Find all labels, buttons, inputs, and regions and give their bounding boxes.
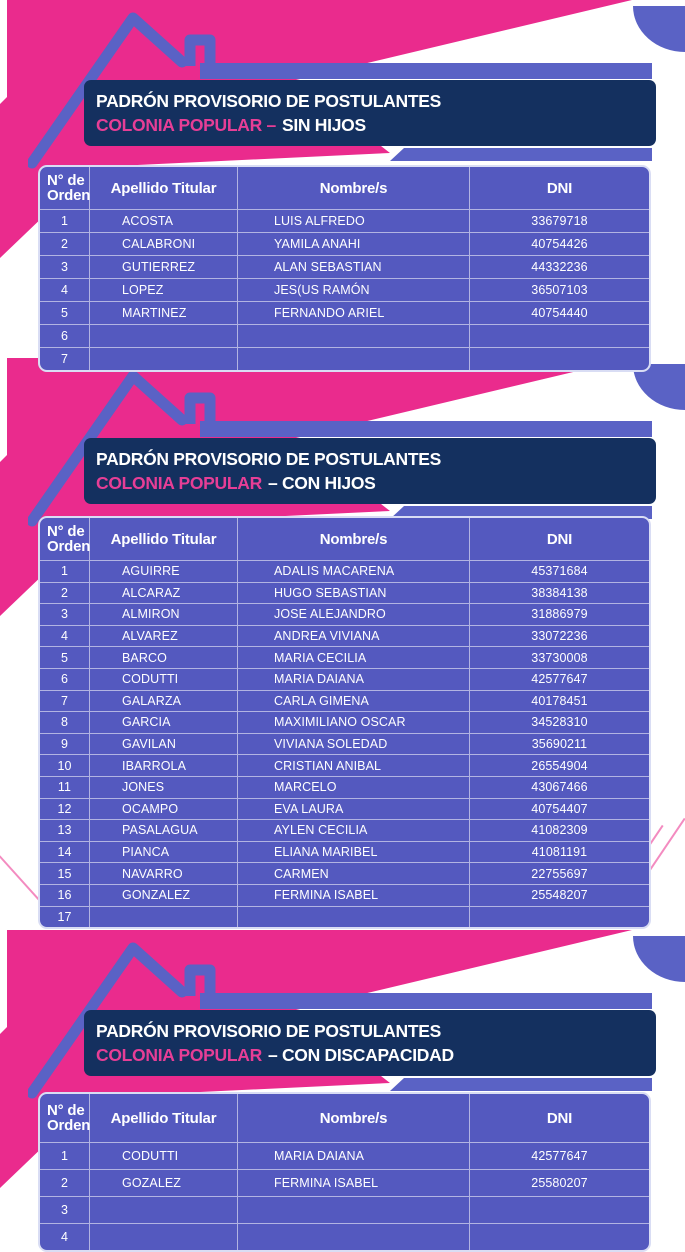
cell-dni: 36507103 <box>470 278 649 301</box>
table-row <box>40 1223 649 1250</box>
cell-apellido: CODUTTI <box>90 668 238 690</box>
cell-order: 10 <box>40 754 90 776</box>
postulantes-table <box>38 165 651 372</box>
cell-nombre: CARLA GIMENA <box>238 690 470 712</box>
cell-order: 4 <box>40 278 90 301</box>
cell-nombre: MARIA DAIANA <box>238 1142 470 1169</box>
table-header <box>40 1094 649 1142</box>
cell-nombre: HUGO SEBASTIAN <box>238 582 470 604</box>
page-title: PADRÓN PROVISORIO DE POSTULANTES <box>96 449 441 469</box>
cell-apellido: GAVILAN <box>90 733 238 755</box>
cell-order: 9 <box>40 733 90 755</box>
column-header-orden: N° de Orden <box>40 1094 90 1142</box>
column-header-apellido: Apellido Titular <box>90 1094 238 1142</box>
cell-order: 3 <box>40 255 90 278</box>
title-banner <box>84 80 656 146</box>
table-row <box>40 776 649 798</box>
cell-apellido: GARCIA <box>90 711 238 733</box>
column-header-dni: DNI <box>546 530 573 548</box>
cell-dni: 35690211 <box>470 733 649 755</box>
cell-apellido: CODUTTI <box>90 1142 238 1169</box>
purple-bar-top <box>200 63 652 79</box>
cell-dni: 40754426 <box>470 232 649 255</box>
cell-apellido: JONES <box>90 776 238 798</box>
page-subtitle <box>96 1043 656 1067</box>
cell-dni: 40178451 <box>470 690 649 712</box>
cell-apellido: PIANCA <box>90 841 238 863</box>
cell-order: 3 <box>40 1196 90 1223</box>
title-banner <box>84 1010 656 1076</box>
cell-nombre: JOSE ALEJANDRO <box>238 603 470 625</box>
cell-nombre <box>238 347 470 370</box>
cell-dni: 26554904 <box>470 754 649 776</box>
cell-order: 2 <box>40 1169 90 1196</box>
cell-apellido: ACOSTA <box>90 209 238 232</box>
table-row <box>40 209 649 232</box>
cell-apellido: GALARZA <box>90 690 238 712</box>
table-row <box>40 754 649 776</box>
subtitle-accent: COLONIA POPULAR <box>96 473 262 493</box>
cell-dni: 41082309 <box>470 819 649 841</box>
cell-dni: 40754407 <box>470 798 649 820</box>
cell-nombre: ELIANA MARIBEL <box>238 841 470 863</box>
cell-apellido: NAVARRO <box>90 862 238 884</box>
table-row <box>40 625 649 647</box>
cell-order: 2 <box>40 232 90 255</box>
cell-nombre: MARIA CECILIA <box>238 646 470 668</box>
cell-dni: 33679718 <box>470 209 649 232</box>
subtitle-rest: – CON HIJOS <box>267 473 376 493</box>
cell-order: 11 <box>40 776 90 798</box>
cell-apellido: GUTIERREZ <box>90 255 238 278</box>
cell-order: 16 <box>40 884 90 906</box>
cell-apellido <box>90 324 238 347</box>
table-row <box>40 906 649 928</box>
corner-circle <box>633 6 685 52</box>
cell-nombre: CARMEN <box>238 862 470 884</box>
column-header-dni: DNI <box>546 1109 573 1127</box>
subtitle-accent: COLONIA POPULAR – <box>96 115 276 135</box>
cell-apellido <box>90 1196 238 1223</box>
cell-nombre: JES(US RAMÓN <box>238 278 470 301</box>
cell-apellido: AGUIRRE <box>90 560 238 582</box>
table-header <box>40 518 649 560</box>
cell-apellido <box>90 347 238 370</box>
cell-apellido: ALVAREZ <box>90 625 238 647</box>
cell-order: 5 <box>40 646 90 668</box>
table-row <box>40 1169 649 1196</box>
cell-dni: 42577647 <box>470 1142 649 1169</box>
cell-nombre <box>238 906 470 928</box>
cell-dni: 25580207 <box>470 1169 649 1196</box>
cell-nombre <box>238 1223 470 1250</box>
cell-nombre <box>238 1196 470 1223</box>
cell-apellido: MARTINEZ <box>90 301 238 324</box>
column-header-apellido: Apellido Titular <box>90 518 238 560</box>
cell-nombre: MAXIMILIANO OSCAR <box>238 711 470 733</box>
table-row <box>40 841 649 863</box>
title-banner <box>84 438 656 504</box>
table-row <box>40 582 649 604</box>
table-header <box>40 167 649 209</box>
cell-nombre <box>238 324 470 347</box>
cell-order: 1 <box>40 1142 90 1169</box>
cell-nombre: EVA LAURA <box>238 798 470 820</box>
cell-dni: 33072236 <box>470 625 649 647</box>
cell-dni: 22755697 <box>470 862 649 884</box>
column-header-nombre: Nombre/s <box>238 167 470 209</box>
cell-dni <box>470 324 649 347</box>
cell-order: 15 <box>40 862 90 884</box>
page-subtitle <box>96 471 656 495</box>
cell-dni: 38384138 <box>470 582 649 604</box>
table-row <box>40 255 649 278</box>
cell-order: 7 <box>40 690 90 712</box>
cell-order: 8 <box>40 711 90 733</box>
page-subtitle <box>96 113 656 137</box>
table-row <box>40 646 649 668</box>
cell-nombre: MARIA DAIANA <box>238 668 470 690</box>
table-row <box>40 884 649 906</box>
cell-apellido: IBARROLA <box>90 754 238 776</box>
column-header-orden: N° de Orden <box>40 518 90 560</box>
cell-dni: 25548207 <box>470 884 649 906</box>
cell-order: 3 <box>40 603 90 625</box>
cell-dni <box>470 1196 649 1223</box>
cell-order: 13 <box>40 819 90 841</box>
cell-order: 7 <box>40 347 90 370</box>
cell-nombre: AYLEN CECILIA <box>238 819 470 841</box>
cell-dni: 41081191 <box>470 841 649 863</box>
table-body <box>40 209 649 370</box>
table-row <box>40 690 649 712</box>
cell-dni <box>470 906 649 928</box>
postulantes-table <box>38 516 651 929</box>
cell-dni: 42577647 <box>470 668 649 690</box>
cell-apellido <box>90 906 238 928</box>
cell-order: 14 <box>40 841 90 863</box>
table-row <box>40 347 649 370</box>
cell-dni: 44332236 <box>470 255 649 278</box>
table-row <box>40 733 649 755</box>
purple-bar-bottom <box>390 148 652 161</box>
cell-dni <box>470 1223 649 1250</box>
cell-nombre: LUIS ALFREDO <box>238 209 470 232</box>
table-row <box>40 711 649 733</box>
corner-circle <box>633 936 685 982</box>
table-row <box>40 1142 649 1169</box>
cell-dni: 45371684 <box>470 560 649 582</box>
cell-nombre: YAMILA ANAHI <box>238 232 470 255</box>
cell-order: 4 <box>40 1223 90 1250</box>
table-body <box>40 560 649 927</box>
section-sin-hijos <box>0 0 685 372</box>
table-row <box>40 560 649 582</box>
cell-apellido: OCAMPO <box>90 798 238 820</box>
cell-dni: 34528310 <box>470 711 649 733</box>
postulantes-table <box>38 1092 651 1252</box>
cell-apellido: ALMIRON <box>90 603 238 625</box>
subtitle-rest: – CON DISCAPACIDAD <box>267 1045 454 1065</box>
cell-order: 4 <box>40 625 90 647</box>
cell-dni <box>470 347 649 370</box>
cell-order: 2 <box>40 582 90 604</box>
column-header-nombre: Nombre/s <box>238 518 470 560</box>
table-row <box>40 232 649 255</box>
cell-apellido: GONZALEZ <box>90 884 238 906</box>
cell-dni: 40754440 <box>470 301 649 324</box>
cell-apellido: ALCARAZ <box>90 582 238 604</box>
cell-nombre: FERMINA ISABEL <box>238 884 470 906</box>
cell-apellido: PASALAGUA <box>90 819 238 841</box>
table-row <box>40 603 649 625</box>
cell-nombre: ADALIS MACARENA <box>238 560 470 582</box>
section-con-hijos <box>0 358 685 933</box>
page-title: PADRÓN PROVISORIO DE POSTULANTES <box>96 91 441 111</box>
section-con-discapacidad <box>0 930 685 1244</box>
cell-dni: 33730008 <box>470 646 649 668</box>
cell-order: 5 <box>40 301 90 324</box>
cell-apellido: GOZALEZ <box>90 1169 238 1196</box>
column-header-apellido: Apellido Titular <box>90 167 238 209</box>
cell-apellido <box>90 1223 238 1250</box>
cell-order: 1 <box>40 560 90 582</box>
table-row <box>40 668 649 690</box>
cell-nombre: ALAN SEBASTIAN <box>238 255 470 278</box>
cell-nombre: VIVIANA SOLEDAD <box>238 733 470 755</box>
cell-nombre: FERMINA ISABEL <box>238 1169 470 1196</box>
table-row <box>40 798 649 820</box>
subtitle-accent: COLONIA POPULAR <box>96 1045 262 1065</box>
cell-order: 6 <box>40 668 90 690</box>
cell-nombre: CRISTIAN ANIBAL <box>238 754 470 776</box>
cell-order: 17 <box>40 906 90 928</box>
column-header-nombre: Nombre/s <box>238 1094 470 1142</box>
table-row <box>40 1196 649 1223</box>
table-body <box>40 1142 649 1250</box>
table-row <box>40 324 649 347</box>
cell-apellido: LOPEZ <box>90 278 238 301</box>
purple-bar-top <box>200 993 652 1009</box>
purple-bar-top <box>200 421 652 437</box>
table-row <box>40 278 649 301</box>
cell-order: 6 <box>40 324 90 347</box>
column-header-dni: DNI <box>546 179 573 197</box>
cell-nombre: MARCELO <box>238 776 470 798</box>
cell-dni: 31886979 <box>470 603 649 625</box>
table-row <box>40 819 649 841</box>
cell-apellido: CALABRONI <box>90 232 238 255</box>
column-header-orden: N° de Orden <box>40 167 90 209</box>
table-row <box>40 301 649 324</box>
cell-apellido: BARCO <box>90 646 238 668</box>
cell-nombre: ANDREA VIVIANA <box>238 625 470 647</box>
page-title: PADRÓN PROVISORIO DE POSTULANTES <box>96 1021 441 1041</box>
cell-dni: 43067466 <box>470 776 649 798</box>
subtitle-rest: SIN HIJOS <box>281 115 366 135</box>
purple-bar-bottom <box>390 1078 652 1091</box>
cell-order: 12 <box>40 798 90 820</box>
cell-nombre: FERNANDO ARIEL <box>238 301 470 324</box>
cell-order: 1 <box>40 209 90 232</box>
table-row <box>40 862 649 884</box>
